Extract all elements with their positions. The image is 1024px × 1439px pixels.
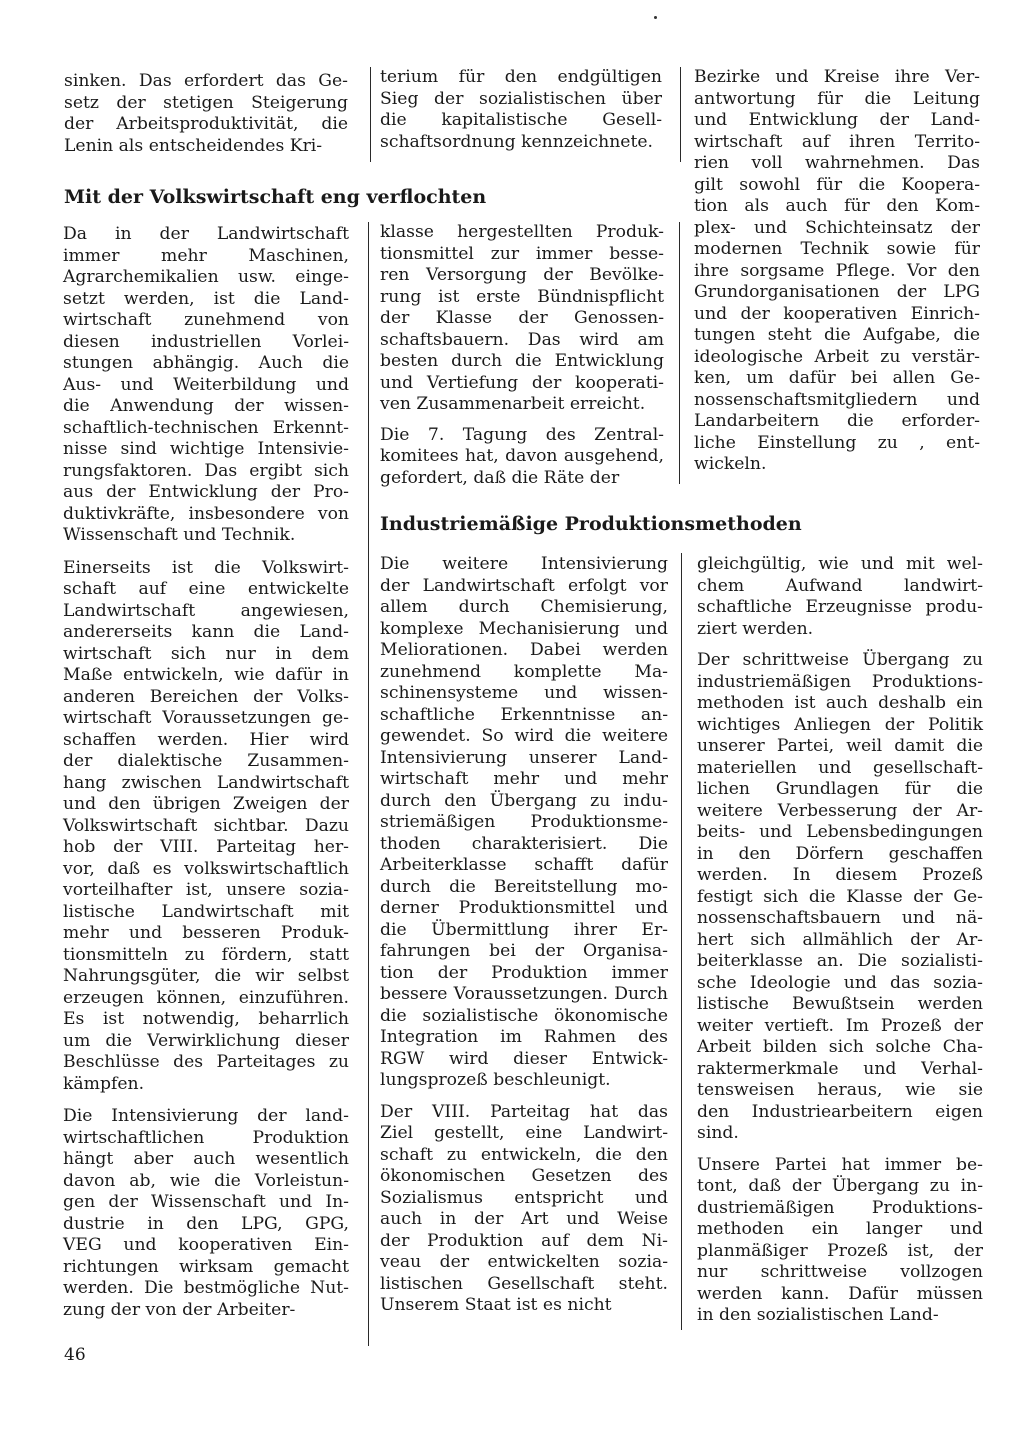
text-line: die kapitalistische Gesell-: [380, 110, 662, 130]
text-line: Arbeiterklasse schafft dafür: [380, 855, 668, 875]
column-rule-section1: [368, 222, 369, 1346]
text-line: und Vertiefung der kooperati-: [380, 372, 664, 393]
text-line: tion der Produktion immer: [380, 962, 668, 983]
text-line: Arbeit bilden sich solche Cha-: [697, 1037, 983, 1057]
text-line: Meliorationen. Dabei werden: [380, 640, 668, 660]
text-line: Sieg der sozialistischen über: [380, 88, 662, 109]
top-col1-paragraph: [64, 71, 348, 157]
column-rule-section2: [681, 553, 682, 1330]
text-line: Wissenschaft und Technik.: [63, 525, 296, 545]
text-line: und den übrigen Zweigen der: [63, 794, 349, 814]
text-line: in den Dörfern geschaffen: [697, 843, 983, 864]
text-line: Der schrittweise Übergang zu: [697, 650, 983, 670]
text-line: ven Zusammenarbeit erreicht.: [380, 394, 646, 414]
top-col2-text: [380, 67, 662, 153]
text-line: der Klasse der Genossen-: [380, 308, 664, 328]
text-line: duktivkräfte, insbesondere von: [63, 503, 349, 524]
text-line: veau der entwickelten sozia-: [380, 1252, 668, 1272]
section1-col1-paragraph2: [63, 558, 349, 1096]
text-line: Unserem Staat ist es nicht: [380, 1295, 612, 1315]
section1-col2-paragraph2: [380, 425, 664, 490]
text-line: zung der von der Arbeiter-: [63, 1299, 296, 1320]
text-line: rung ist erste Bündnispflicht: [380, 286, 664, 307]
text-line: und Entwicklung der Land-: [694, 110, 980, 130]
text-line: dustriemäßigen Produktions-: [697, 1197, 983, 1218]
text-line: Lenin als entscheidendes Kri-: [64, 135, 323, 156]
text-line: wirtschaft Voraussetzungen ge-: [63, 708, 349, 728]
text-line: nossenschaftsbauern und nä-: [697, 908, 983, 928]
text-line: tionsmitteln zu fördern, statt: [63, 944, 349, 965]
text-line: Ziel gestellt, eine Landwirt-: [380, 1123, 668, 1143]
text-line: ren Versorgung der Bevölke-: [380, 265, 664, 285]
text-line: RGW wird dieser Entwick-: [380, 1048, 668, 1069]
text-line: sinken. Das erfordert das Ge-: [64, 71, 348, 91]
text-line: durch den Übergang zu indu-: [380, 790, 668, 811]
text-line: tionsmittel zur immer besse-: [380, 243, 664, 264]
text-line: hang zwischen Landwirtschaft: [63, 772, 349, 793]
top-col1-text: [64, 71, 348, 157]
text-line: weiter vertieft. Im Prozeß der: [697, 1015, 983, 1036]
text-line: die Übermittlung ihrer Er-: [380, 919, 668, 940]
text-line: listische Bewußtsein werden: [697, 994, 983, 1014]
text-line: Unsere Partei hat immer be-: [697, 1154, 983, 1175]
text-line: die Anwendung der wissen-: [63, 396, 349, 416]
text-line: hängt aber auch wesentlich: [63, 1149, 349, 1169]
text-line: materiellen und gesellschaft-: [697, 757, 983, 778]
text-line: ökonomischen Gesetzen des: [380, 1166, 668, 1186]
text-line: listischen Gesellschaft steht.: [380, 1273, 668, 1294]
text-line: um die Verwirklichung dieser: [63, 1030, 349, 1051]
text-line: sind.: [697, 1123, 739, 1143]
text-line: aus der Entwicklung der Pro-: [63, 482, 349, 502]
text-line: chem Aufwand landwirt-: [697, 575, 983, 596]
text-line: davon ab, wie die Vorleistun-: [63, 1170, 349, 1191]
section1-heading: Mit der Volkswirtschaft eng verflochten: [64, 186, 487, 208]
text-line: Nahrungsgüter, die wir selbst: [63, 966, 349, 986]
text-line: klasse hergestellten Produk-: [380, 222, 664, 242]
text-line: hert sich allmählich der Ar-: [697, 929, 983, 950]
text-line: gilt sowohl für die Koopera-: [694, 174, 980, 195]
text-line: Maße entwickeln, wie dafür in: [63, 665, 349, 685]
section2-col3-paragraph3: [697, 1155, 983, 1327]
text-line: schinensysteme und wissen-: [380, 683, 668, 703]
text-line: schaft auf eine entwickelte: [63, 579, 349, 599]
text-line: modernen Technik sowie für: [694, 239, 980, 259]
section1-col1-text: [63, 224, 349, 1321]
text-line: Die Intensivierung der land-: [63, 1106, 349, 1126]
section2-col3-paragraph2: [697, 650, 983, 1145]
text-line: schaffen werden. Hier wird: [63, 729, 349, 750]
text-line: zunehmend komplette Ma-: [380, 661, 668, 682]
text-line: den Industriearbeitern eigen: [697, 1101, 983, 1122]
text-line: und der kooperativen Einrich-: [694, 303, 980, 324]
text-line: stungen abhängig. Auch die: [63, 353, 349, 373]
text-line: beits- und Lebensbedingungen: [697, 822, 983, 842]
text-line: werden. Die bestmögliche Nut-: [63, 1278, 349, 1298]
text-line: erzeugen können, einzuführen.: [63, 987, 349, 1008]
text-line: werden. In diesem Prozeß: [697, 865, 983, 885]
text-line: Bezirke und Kreise ihre Ver-: [694, 67, 980, 87]
text-line: raktermerkmale und Verhal-: [697, 1058, 983, 1079]
text-line: mehr und besseren Produk-: [63, 923, 349, 943]
text-line: auch in der Art und Weise: [380, 1209, 668, 1229]
text-line: allem durch Chemisierung,: [380, 597, 668, 617]
text-line: komplexe Mechanisierung und: [380, 618, 668, 639]
text-line: Die 7. Tagung des Zentral-: [380, 424, 664, 445]
text-line: rien voll wahrnehmen. Das: [694, 153, 980, 173]
column-rule-top-right: [680, 67, 681, 162]
text-line: andererseits kann die Land-: [63, 622, 349, 642]
top-col2-paragraph: [380, 67, 662, 153]
text-line: fahrungen bei der Organisa-: [380, 941, 668, 961]
text-line: nur schrittweise vollzogen: [697, 1262, 983, 1282]
text-line: gen der Wissenschaft und In-: [63, 1192, 349, 1212]
text-line: der Arbeitsproduktivität, die: [64, 114, 348, 134]
text-line: tungen steht die Aufgabe, die: [694, 325, 980, 345]
text-line: tensweisen heraus, wie sie: [697, 1080, 983, 1100]
section1-col2-text: [380, 222, 664, 489]
text-line: wickeln.: [694, 454, 767, 474]
text-line: kämpfen.: [63, 1073, 145, 1094]
text-line: schaftliche Erkenntnisse an-: [380, 704, 668, 725]
column-rule-section1-right: [679, 222, 680, 484]
text-line: weitere Verbesserung der Ar-: [697, 800, 983, 821]
text-line: vorteilhafter ist, unsere sozia-: [63, 880, 349, 900]
text-line: besten durch die Entwicklung: [380, 351, 664, 371]
text-line: Intensivierung unserer Land-: [380, 747, 668, 768]
text-line: Landwirtschaft angewiesen,: [63, 600, 349, 621]
text-line: durch die Bereitstellung mo-: [380, 876, 668, 897]
text-line: VEG und kooperativen Ein-: [63, 1235, 349, 1255]
stray-mark: [654, 16, 657, 19]
text-line: schaft zu entwickeln, die den: [380, 1144, 668, 1165]
text-line: komitees hat, davon ausgehend,: [380, 446, 664, 466]
text-line: in den sozialistischen Land-: [697, 1305, 939, 1325]
section1-col1-paragraph3: [63, 1106, 349, 1321]
text-line: schaftliche Erzeugnisse produ-: [697, 597, 983, 617]
text-line: Die weitere Intensivierung: [380, 554, 668, 574]
text-line: anderen Bereichen der Volks-: [63, 686, 349, 707]
text-line: plex- und Schichteinsatz der: [694, 217, 980, 238]
text-line: antwortung für die Leitung: [694, 88, 980, 109]
text-line: planmäßiger Prozeß ist, der: [697, 1240, 983, 1261]
section2-col2-text: [380, 554, 668, 1317]
section2-col3-text: [697, 554, 983, 1327]
section2-col2-paragraph1: [380, 554, 668, 1092]
text-line: tont, daß der Übergang zu in-: [697, 1176, 983, 1196]
text-line: Beschlüsse des Parteitages zu: [63, 1052, 349, 1072]
text-line: richtungen wirksam gemacht: [63, 1256, 349, 1277]
text-line: Aus- und Weiterbildung und: [63, 374, 349, 395]
text-line: wirtschaftlichen Produktion: [63, 1127, 349, 1148]
text-line: beiterklasse an. Die sozialisti-: [697, 951, 983, 971]
text-line: die sozialistische ökonomische: [380, 1005, 668, 1026]
text-line: gleichgültig, wie und mit wel-: [697, 554, 983, 574]
text-line: wichtiges Anliegen der Politik: [697, 714, 983, 735]
text-line: immer mehr Maschinen,: [63, 245, 349, 266]
text-line: ideologische Arbeit zu verstär-: [694, 346, 980, 367]
text-line: Der VIII. Parteitag hat das: [380, 1101, 668, 1122]
text-line: schaftsbauern. Das wird am: [380, 329, 664, 350]
text-line: industriemäßigen Produktions-: [697, 671, 983, 692]
section1-col1-paragraph1: [63, 224, 349, 547]
text-line: Landarbeitern die erforder-: [694, 411, 980, 431]
text-line: ihre sorgsame Pflege. Vor den: [694, 260, 980, 281]
text-line: ziert werden.: [697, 618, 814, 639]
text-line: terium für den endgültigen: [380, 67, 662, 87]
text-line: Einerseits ist die Volkswirt-: [63, 557, 349, 578]
text-line: bessere Voraussetzungen. Durch: [380, 984, 668, 1004]
text-line: Sozialismus entspricht und: [380, 1187, 668, 1208]
text-line: tion als auch für den Kom-: [694, 196, 980, 216]
text-line: nossenschaftsmitgliedern und: [694, 389, 980, 410]
text-line: sche Ideologie und das sozia-: [697, 972, 983, 993]
text-line: methoden ist auch deshalb ein: [697, 693, 983, 713]
text-line: werden kann. Dafür müssen: [697, 1283, 983, 1304]
text-line: Grundorganisationen der LPG: [694, 282, 980, 302]
text-line: festigt sich die Klasse der Ge-: [697, 886, 983, 907]
text-line: lungsprozeß beschleunigt.: [380, 1070, 611, 1090]
text-line: wirtschaft sich nur in dem: [63, 643, 349, 664]
page-number: 46: [64, 1345, 86, 1365]
text-line: methoden ein langer und: [697, 1219, 983, 1239]
top-col3-paragraph: [694, 67, 980, 476]
text-line: der Produktion auf dem Ni-: [380, 1230, 668, 1251]
text-line: gewendet. So wird die weitere: [380, 726, 668, 746]
text-line: lichen Grundlagen für die: [697, 779, 983, 799]
text-line: vor, daß es volkswirtschaftlich: [63, 858, 349, 879]
text-line: wirtschaft auf ihren Territo-: [694, 131, 980, 152]
text-line: setzt werden, ist die Land-: [63, 288, 349, 309]
text-line: unserer Partei, weil damit die: [697, 736, 983, 756]
text-line: Da in der Landwirtschaft: [63, 224, 349, 244]
text-line: hob der VIII. Parteitag her-: [63, 837, 349, 857]
text-line: ken, um dafür bei allen Ge-: [694, 368, 980, 388]
text-line: der dialektische Zusammen-: [63, 751, 349, 771]
text-line: liche Einstellung zu , ent-: [694, 432, 980, 453]
text-line: nisse sind wichtige Intensivie-: [63, 439, 349, 459]
column-rule-top-left: [370, 67, 371, 162]
text-line: diesen industriellen Vorlei-: [63, 331, 349, 352]
text-line: rungsfaktoren. Das ergibt sich: [63, 460, 349, 481]
text-line: thoden charakterisiert. Die: [380, 833, 668, 854]
text-line: gefordert, daß die Räte der: [380, 467, 620, 488]
text-line: der Landwirtschaft erfolgt vor: [380, 575, 668, 596]
section2-col2-paragraph2: [380, 1102, 668, 1317]
top-col3-text: [694, 67, 980, 476]
text-line: derner Produktionsmittel und: [380, 898, 668, 918]
text-line: Volkswirtschaft sichtbar. Dazu: [63, 815, 349, 836]
text-line: schaftsordnung kennzeichnete.: [380, 131, 654, 152]
text-line: setz der stetigen Steigerung: [64, 92, 348, 113]
text-line: Integration im Rahmen des: [380, 1027, 668, 1047]
text-line: dustrie in den LPG, GPG,: [63, 1213, 349, 1234]
text-line: schaftlich-technischen Erkennt-: [63, 417, 349, 438]
text-line: listische Landwirtschaft mit: [63, 901, 349, 922]
section2-heading: Industriemäßige Produktionsmethoden: [380, 513, 802, 535]
text-line: wirtschaft mehr und mehr: [380, 769, 668, 789]
section2-col3-paragraph1: [697, 554, 983, 640]
text-line: Es ist notwendig, beharrlich: [63, 1009, 349, 1029]
text-line: striemäßigen Produktionsme-: [380, 812, 668, 832]
section1-col2-paragraph1: [380, 222, 664, 416]
text-line: Agrarchemikalien usw. einge-: [63, 267, 349, 287]
text-line: wirtschaft zunehmend von: [63, 310, 349, 330]
